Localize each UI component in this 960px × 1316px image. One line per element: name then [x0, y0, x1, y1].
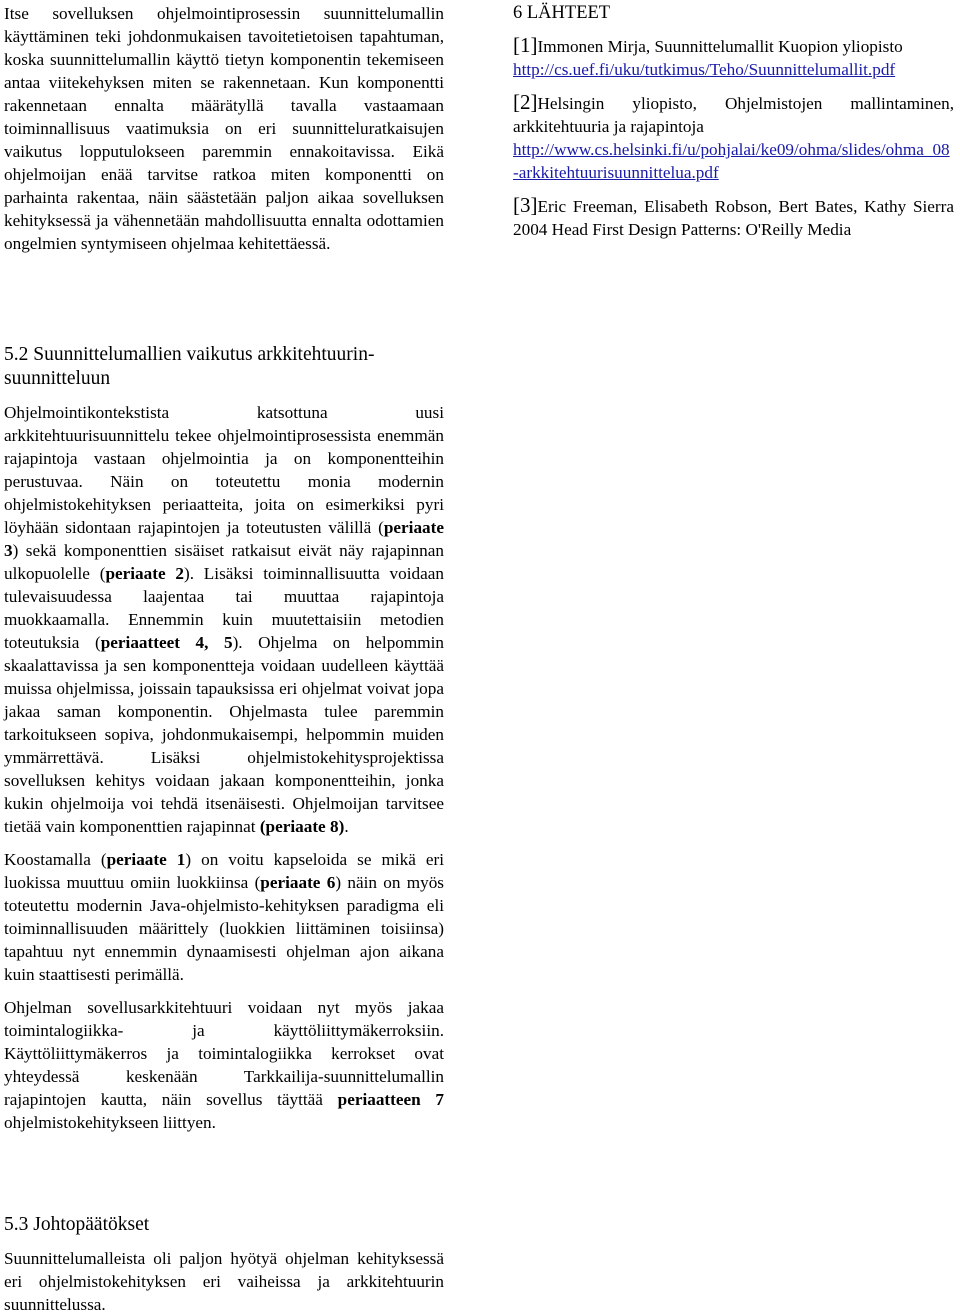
section-5-3-heading: 5.3 Johtopäätökset — [4, 1214, 150, 1235]
section-5-2-paragraph-1 — [4, 401, 444, 838]
reference-item-1 — [513, 34, 954, 81]
text-run: ohjelmistokehitykseen liittyen. — [4, 1113, 216, 1132]
text-run: ) sekä komponenttien sisäiset ratkaisut eivät näy rajapinnan ulkopuolelle ( — [4, 541, 444, 583]
text-run: ). Ohjelma on helpommin skaalattavissa ja sen komponentteja voidaan uudelleen käyttää muissa ohjelmissa, joissain tapauksissa eri ohjelmat voivat jopa jakaa saman komponentin. Ohjelmasta tulee paremmin tarkoitukseen sopiva, johdonmukaisempi, helpommin muiden ymmärrettävä. Lisäksi ohjelmistokehitysprojektissa sovelluksen kehitys voidaan jakaan komponentteihin, jonka kukin ohjelmoija voi tehdä itsenäisesti. Ohjelmoijan tarvitsee tietää vain komponenttien rajapinnat — [4, 633, 444, 836]
text-run: ). Lisäksi toiminnallisuutta voidaan tulevaisuudessa laajentaa tai muuttaa rajapintoja muokkaamalla. Ennemmin kuin muutettaisiin metodien toteutuksia ( — [4, 564, 444, 652]
reference-link[interactable]: http://www.cs.helsinki.fi/u/pohjalai/ke09/ohma/slides/ohma_08-arkkitehtuurisuunnittelua.pdf — [513, 140, 950, 182]
bold-run: periaatteet 4, 5 — [100, 633, 233, 652]
section-5-2-paragraph-3 — [4, 996, 444, 1134]
reference-item-2 — [513, 91, 954, 184]
reference-item-3 — [513, 194, 954, 241]
bold-run: periaate 1 — [106, 850, 186, 869]
section-5-3 — [4, 1213, 444, 1316]
text-run: ) näin on myös toteutettu modernin Java-ohjelmisto-kehityksen paradigma eli toiminnallisuuden määrittely (luokkien liittäminen toisiinsa) tapahtuu nyt ennemmin dynaamisesti ohjelman ajon aikana kuin staattisesti perimällä. — [4, 873, 444, 984]
reference-number: [1] — [513, 33, 538, 57]
bold-run: (periaate 8) — [259, 817, 345, 836]
bold-run: periaate 6 — [260, 873, 336, 892]
reference-text: Immonen Mirja, Suunnittelumallit Kuopion yliopisto — [537, 37, 903, 56]
reference-text: Helsingin yliopisto, Ohjelmistojen mallintaminen, arkkitehtuuria ja rajapintoja — [513, 94, 954, 136]
bold-run: periaatteen 7 — [337, 1090, 444, 1109]
reference-number: [2] — [513, 90, 538, 114]
reference-link[interactable]: http://cs.uef.fi/uku/tutkimus/Teho/Suunnittelumallit.pdf — [513, 60, 896, 79]
bold-run: periaate 2 — [105, 564, 184, 583]
left-column-top — [4, 2, 444, 255]
text-run: Koostamalla ( — [4, 850, 107, 869]
text-run: . — [344, 817, 349, 836]
text-run: ) on voitu kapseloida se mikä eri luokissa muuttuu omiin luokkiinsa ( — [4, 850, 444, 892]
text-run: Ohjelman sovellusarkkitehtuuri voidaan nyt myös jakaa toimintalogiikka- ja käyttöliittymäkerroksiin. Käyttöliittymäkerros ja toimintalogiikka kerrokset ovat yhteydessä keskenään Tarkkailija-suunnittelumallin rajapintojen kautta, näin sovellus täyttää — [4, 998, 444, 1109]
section-5-2-heading: 5.2 Suunnittelumallien vaikutus arkkitehtuurin-suunnitteluun — [4, 344, 375, 389]
bold-run: periaate 3 — [4, 518, 444, 560]
intro-paragraph: Itse sovelluksen ohjelmointiprosessin suunnittelumallin käyttäminen teki johdonmukaisen tavoitetietoisen tapahtuman, koska suunnittelumallin käyttö tietyn komponentin tekemiseen antaa viitekehyksen miten se rakennetaan. Kun komponentti rakennetaan ennalta määrätyllä tavalla vastaamaan toiminnallisuus vaatimuksia on eri suunnitteluratkaisujen vaikutus lopputulokseen paremmin ennakoitavissa. Eikä ohjelmoijan enää tarvitse ratkoa miten komponentti on parhainta rakentaa, näin säästetään paljon aikaa sovelluksen kehityksessä ja vähennetään mahdollisuutta ennalta odottamien ongelmien syntymiseen ohjelmaa kehitettäessä. — [4, 4, 444, 253]
references-section — [513, 1, 954, 241]
section-5-3-paragraph: Suunnittelumalleista oli paljon hyötyä ohjelman kehityksessä eri ohjelmistokehityksen eri vaiheissa ja arkkitehtuurin suunnittelussa. — [4, 1249, 444, 1314]
section-5-2 — [4, 343, 444, 1134]
reference-number: [3] — [513, 193, 538, 217]
references-heading: 6 LÄHTEET — [513, 3, 611, 23]
section-5-2-paragraph-2 — [4, 848, 444, 986]
reference-text: Eric Freeman, Elisabeth Robson, Bert Bates, Kathy Sierra 2004 Head First Design Patterns: O'Reilly Media — [513, 197, 954, 239]
text-run: Ohjelmointikontekstista katsottuna uusi arkkitehtuurisuunnittelu tekee ohjelmointiprosessista enemmän rajapintoja vastaan ohjelmointia ja on komponentteihin perustuvaa. Näin on toteutettu monia modernin ohjelmistokehityksen periaatteita, joita on esimerkiksi pyri löyhään sidontaan rajapintojen ja toteutusten välillä ( — [4, 403, 444, 537]
